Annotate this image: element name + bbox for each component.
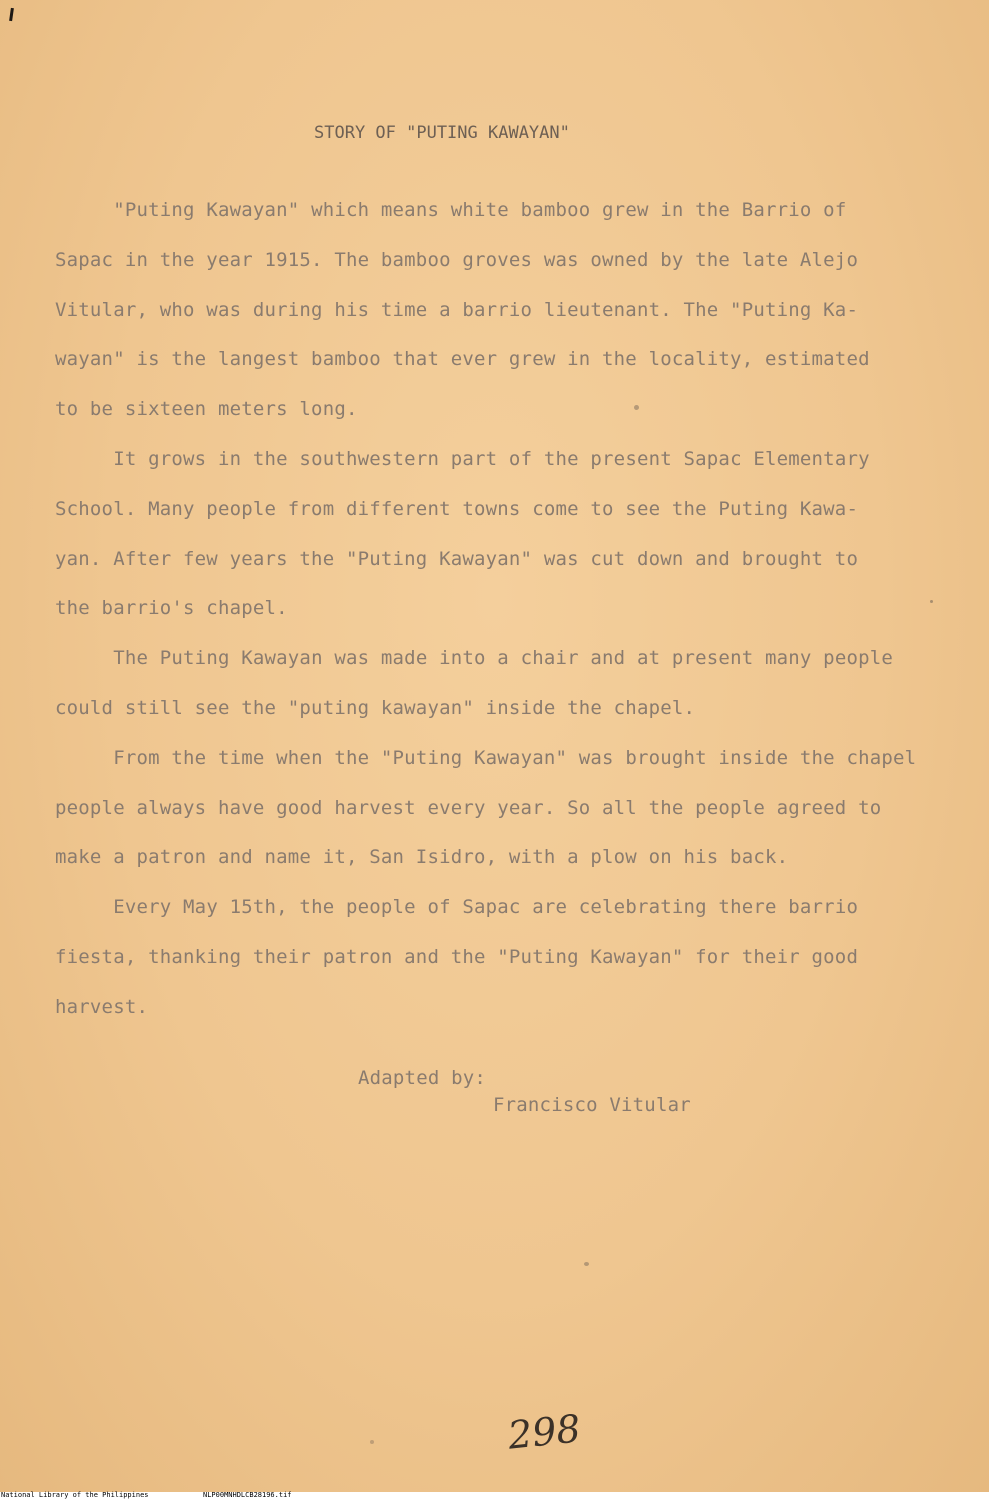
paper-spot (584, 1262, 589, 1266)
scan-footer (0, 1492, 989, 1500)
paragraph-3: The Puting Kawayan was made into a chair and at present many people could still see the "puting kawayan" inside the chapel. (55, 647, 894, 719)
paper-spot (370, 1440, 374, 1444)
footer-filename: NLP00MNHDLCB28196.tif (203, 1491, 292, 1499)
story-body (55, 186, 955, 1033)
paragraph-4: From the time when the "Puting Kawayan" was brought inside the chapel people always have good harvest every year. So all the people agreed to make a patron and name it, San Isidro, with a plow on his back. (55, 746, 917, 869)
paper-spot (930, 600, 933, 603)
paragraph-2: It grows in the southwestern part of the present Sapac Elementary School. Many people from different towns come to see the Puting Kawa- yan. After few years the "Puting Kawayan" was cut down and brought to the barrio's chapel. (55, 447, 870, 620)
paper-spot (634, 405, 639, 410)
paragraph-5: Every May 15th, the people of Sapac are celebrating there barrio fiesta, thanking their patron and the "Puting Kawayan" for their good harvest. (55, 896, 859, 1018)
document-title: STORY OF "PUTING KAWAYAN" (314, 123, 570, 143)
paragraph-1: "Puting Kawayan" which means white bamboo grew in the Barrio of Sapac in the year 1915. The bamboo groves was owned by the late Alejo Vitular, who was during his time a barrio lieutenant. The "Puting Ka- wayan" is the langest bamboo that ever grew in the locality, estimated to be sixteen meters long. (55, 199, 870, 421)
handwritten-page-number: 298 (505, 1406, 583, 1458)
footer-library-name: National Library of the Philippines (1, 1491, 149, 1499)
ink-mark (9, 8, 14, 21)
adapted-by-label: Adapted by: (358, 1067, 487, 1089)
author-name: Francisco Vitular (493, 1094, 691, 1116)
